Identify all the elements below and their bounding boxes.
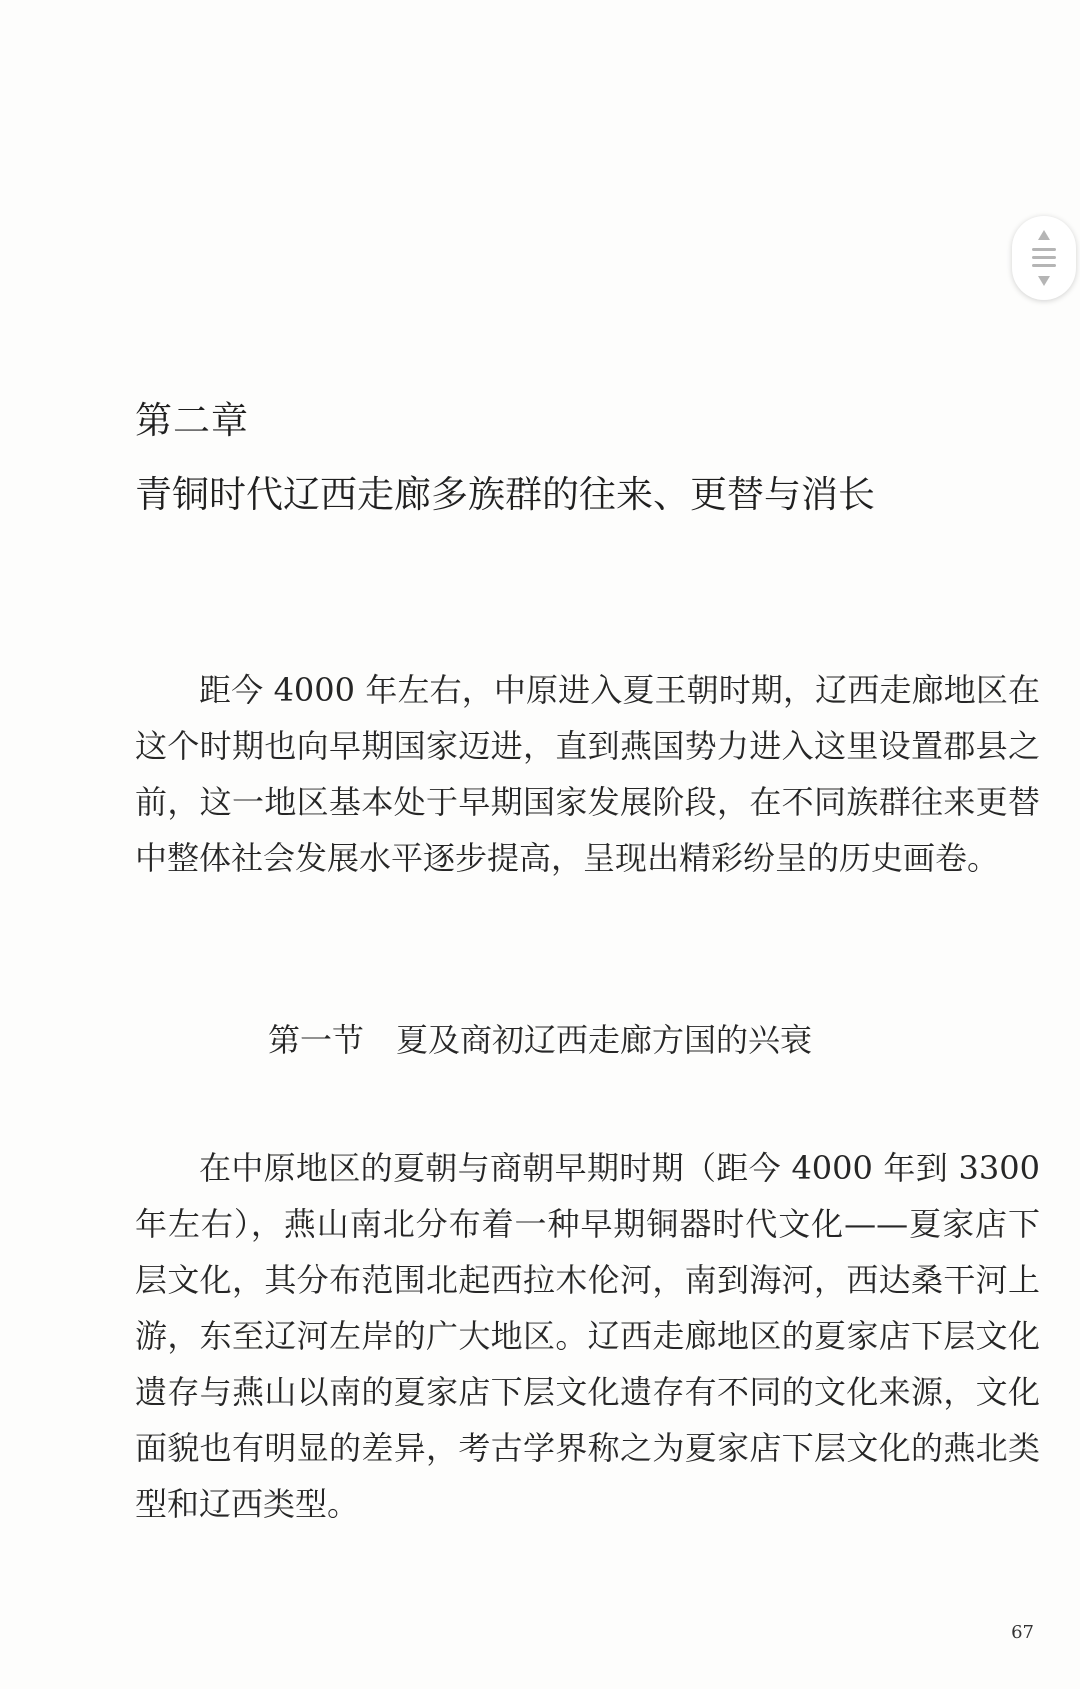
- page-number: 67: [1011, 1622, 1034, 1643]
- chapter-number: 第二章: [135, 399, 249, 442]
- chapter-title: 青铜时代辽西走廊多族群的往来、更替与消长: [135, 473, 875, 516]
- section-number: 第一节: [267, 1021, 364, 1059]
- scroll-down-arrow-icon[interactable]: [1038, 276, 1050, 286]
- intro-paragraph: 距今 4000 年左右，中原进入夏王朝时期，辽西走廊地区在这个时期也向早期国家迈进，直到燕国势力进入这里设置郡县之前，这一地区基本处于早期国家发展阶段，在不同族群往来更替中整体社会发展水平逐步提高，呈现出精彩纷呈的历史画卷。: [135, 671, 1040, 877]
- section-title: 夏及商初辽西走廊方国的兴衰: [396, 1021, 813, 1059]
- section-heading: [0, 1018, 1080, 1062]
- scroll-handle[interactable]: [1012, 216, 1076, 300]
- scroll-handle-icon: [1012, 216, 1076, 300]
- body-paragraph: 在中原地区的夏朝与商朝早期时期（距今 4000 年到 3300 年左右），燕山南北分布着一种早期铜器时代文化——夏家店下层文化，其分布范围北起西拉木伦河，南到海河，西达桑干河上游，东至辽河左岸的广大地区。辽西走廊地区的夏家店下层文化遗存与燕山以南的夏家店下层文化遗存有不同的文化来源，文化面貌也有明显的差异，考古学界称之为夏家店下层文化的燕北类型和辽西类型。: [135, 1149, 1040, 1523]
- scroll-up-arrow-icon[interactable]: [1038, 230, 1050, 240]
